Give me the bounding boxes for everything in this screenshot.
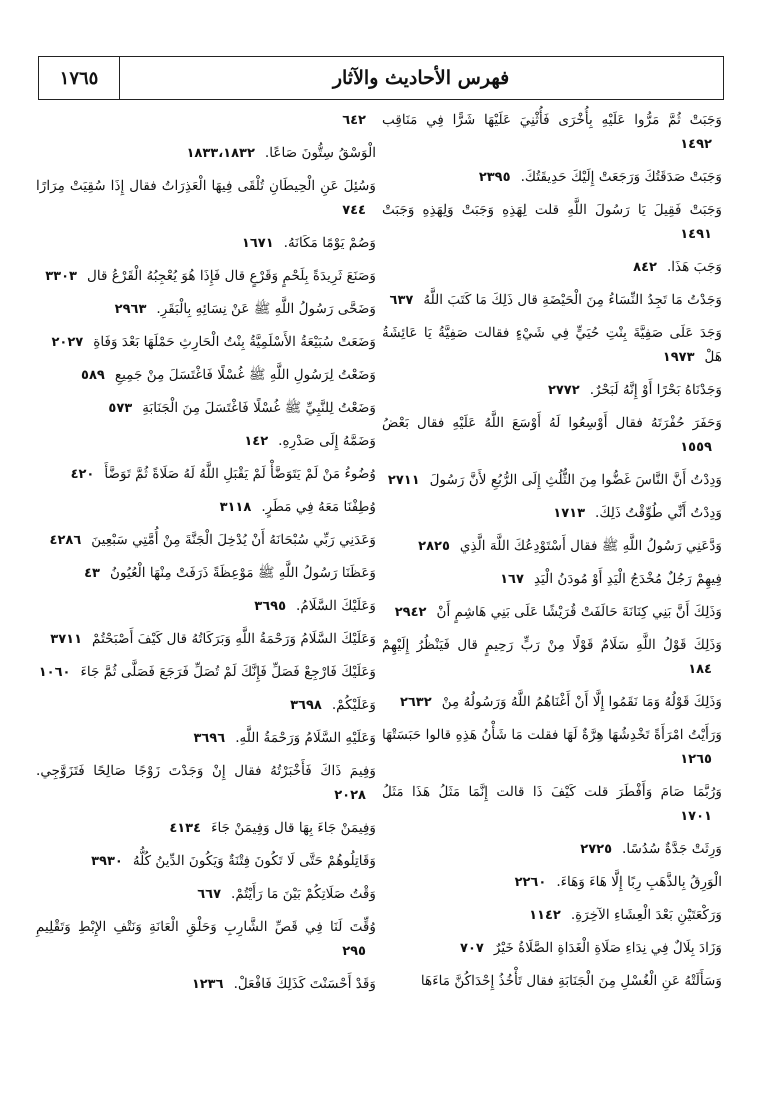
hadith-text: وَجَبَ هَذَا. — [666, 259, 722, 275]
hadith-text: وَجَبَتْ فَقِيلَ يَا رَسُولَ اللَّهِ قلت لِهَذِهِ وَجَبَتْ وَلِهَذِهِ وَجَبَتْ — [382, 202, 722, 218]
index-entry — [382, 108, 722, 157]
hadith-text: وَسُئِلَ عَنِ الْحِيطَانِ تُلْقَى فِيهَا الْعَذِرَاتُ فقال إِذَا سُقِيَتْ مِرَارًا — [36, 178, 376, 194]
hadith-number: ٤٣ — [84, 566, 100, 581]
index-entry — [36, 816, 376, 841]
hadith-text: وَضَعْتُ لِلنَّبِيِّ ﷺ غُسْلًا فَاغْتَسَلَ مِنَ الْجَنَابَةِ — [142, 400, 376, 416]
hadith-number: ٣٦٩٨ — [290, 698, 322, 713]
hadith-text: وُضُوءُ مَنْ لَمْ يَتَوَضَّأْ لَمْ يَقْبَلِ اللَّهُ لَهُ صَلَاةً ثُمَّ تَوَضَّأَ — [104, 466, 376, 482]
hadith-number: ٦٤٢ — [342, 113, 366, 128]
hadith-number: ٢٨٢٥ — [418, 539, 450, 554]
index-entry — [36, 429, 376, 454]
hadith-number: ٣١١٨ — [219, 500, 252, 515]
index-entry — [36, 462, 376, 487]
hadith-text: وَعَلَيْكُمْ. — [331, 697, 376, 713]
hadith-text: وَجَدَ عَلَى صَفِيَّةَ بِنْتِ حُيَيٍّ فِي شَيْءٍ فقالت صَفِيَّةُ يَا عَائِشَةُ هَلْ — [382, 325, 722, 365]
hadith-number: ٢٠٢٨ — [334, 788, 366, 803]
index-entry — [382, 468, 722, 493]
hadith-text: وَذَلِكَ قَوْلُ اللَّهِ سَلَامٌ قَوْلًا مِنْ رَبٍّ رَحِيمٍ قال فَيَنْظُرُ إِلَيْهِمْ — [382, 637, 722, 653]
index-entry — [36, 108, 376, 133]
index-entry — [36, 141, 376, 166]
index-entry — [382, 288, 722, 313]
hadith-number: ٦٦٧ — [197, 887, 222, 902]
index-entry — [382, 165, 722, 190]
hadith-number: ١٦٧ — [500, 572, 524, 587]
index-entry — [382, 567, 722, 592]
hadith-text: وَسَأَلَتْهُ عَنِ الْغُسْلِ مِنَ الْجَنَابَةِ فقال تَأْخُذُ إِحْدَاكُنَّ مَاءَهَا — [420, 973, 722, 989]
hadith-text: وَجَدْتُ مَا تَجِدُ النِّسَاءُ مِنَ الْحَيْضَةِ قال ذَلِكَ مَا كَتَبَ اللَّهُ — [423, 292, 722, 308]
index-entry — [382, 903, 722, 928]
hadith-number: ١٩٧٣ — [662, 350, 695, 365]
hadith-number: ١٤٢ — [244, 434, 269, 449]
hadith-number: ٢٧٧٢ — [547, 383, 580, 398]
index-entry — [36, 528, 376, 553]
index-entry — [36, 495, 376, 520]
hadith-text: وَجَبَتْ ثُمَّ مَرُّوا عَلَيْهِ بِأُخْرَى فَأُثْنِيَ عَلَيْهَا شَرًّا فِي مَنَاقِب — [382, 112, 722, 128]
index-entry — [382, 633, 722, 682]
hadith-number: ٢٩٤٢ — [394, 605, 427, 620]
hadith-text: وَرُبَّمَا صَامَ وَأَفْطَرَ قلت كَيْفَ ذَا قالت إِنَّمَا مَثَلُ هَذَا مَثَلُ — [382, 784, 722, 800]
index-entry — [382, 600, 722, 625]
hadith-number: ٢٠٢٧ — [51, 335, 84, 350]
hadith-text: وَقْتُ صَلَاتِكُمْ بَيْنَ مَا رَأَيْتُمْ. — [231, 886, 376, 902]
hadith-text: وَحَفَرَ حُفْرَتَهُ فقال أَوْسِعُوا لَهُ أَوْسَعَ اللَّهُ عَلَيْهِ فقال بَعْضُ — [382, 415, 722, 431]
index-entry — [36, 363, 376, 388]
hadith-text: وَقَدْ أَحْسَنْتَ كَذَلِكَ فَافْعَلْ. — [233, 976, 376, 992]
hadith-text: وَقَاتِلُوهُمْ حَتَّى لَا تَكُونَ فِتْنَةٌ وَيَكُونَ الدِّينُ كُلُّهُ — [132, 853, 376, 869]
right-column — [382, 108, 722, 1001]
hadith-number: ١٠٦٠ — [38, 665, 71, 680]
hadith-text: وَجَدْنَاهُ بَحْرًا أَوْ إِنَّهُ لَبَحْرٌ. — [589, 382, 722, 398]
hadith-number: ٨٤٢ — [633, 260, 657, 275]
hadith-number: ١٢٦٥ — [680, 752, 712, 767]
index-entry — [36, 972, 376, 997]
hadith-text: وَذَلِكَ قَوْلُهُ وَمَا نَقَمُوا إِلَّا أَنْ أَغْنَاهُمُ اللَّهُ وَرَسُولُهُ مِنْ — [441, 694, 722, 710]
index-entry — [36, 759, 376, 808]
hadith-text: وَضَحَّى رَسُولُ اللَّهِ ﷺ عَنْ نِسَائِهِ بِالْبَقَرِ. — [156, 301, 376, 317]
hadith-number: ٢٦٣٢ — [399, 695, 432, 710]
index-entry — [382, 969, 722, 993]
hadith-number: ٢٧١١ — [387, 473, 420, 488]
index-entry — [36, 627, 376, 652]
index-entry — [382, 690, 722, 715]
left-column — [36, 108, 376, 1005]
hadith-text: وَضَمَّهُ إِلَى صَدْرِهِ. — [278, 433, 376, 449]
hadith-number: ١٧٠١ — [680, 809, 712, 824]
hadith-text: وَزَادَ بِلَالٌ فِي نِدَاءِ صَلَاةِ الْغَدَاةِ الصَّلَاةُ خَيْرٌ — [493, 940, 722, 956]
hadith-text: وَعَلَيْكَ السَّلَامُ. — [296, 598, 376, 614]
index-entry — [36, 264, 376, 289]
hadith-text: وَدِدْتُ أَنِّي طُوِّقْتُ ذَلِكَ. — [595, 505, 722, 521]
index-entry — [36, 693, 376, 718]
hadith-text: وَفِيمَنْ جَاءَ بِهَا قال وَفِيمَنْ جَاءَ — [211, 820, 376, 836]
index-entry — [36, 594, 376, 619]
index-entry — [36, 561, 376, 586]
index-entry — [36, 297, 376, 322]
hadith-text: وَعَلَيْهِ السَّلَامُ وَرَحْمَةُ اللَّهِ. — [235, 730, 376, 746]
hadith-text: وَرَأَيْتُ امْرَأَةً تَخْدِشُهَا هِرَّةٌ لَهَا فقلت مَا شَأْنُ هَذِهِ قالوا حَبَسَتْهَا — [382, 727, 722, 743]
index-entry — [382, 534, 722, 559]
hadith-text: وَصُمْ يَوْمًا مَكَانَهُ. — [283, 235, 376, 251]
index-entry — [36, 396, 376, 421]
hadith-text: الْوَرِقُ بِالذَّهَبِ رِبًا إِلَّا هَاءَ وَهَاءَ. — [556, 874, 722, 890]
hadith-text: وَذَلِكَ أَنَّ بَنِي كِنَانَةَ حَالَفَتْ قُرَيْشًا عَلَى بَنِي هَاشِمٍ أَنْ — [436, 604, 722, 620]
hadith-number: ١٦٧١ — [241, 236, 274, 251]
hadith-number: ٦٣٧ — [389, 293, 414, 308]
hadith-number: ١٨٣٣،١٨٣٢ — [186, 146, 255, 161]
hadith-text: وَجَبَتْ صَدَقَتُكَ وَرَجَعَتْ إِلَيْكَ حَدِيقَتُكَ. — [520, 169, 722, 185]
hadith-number: ١٥٥٩ — [680, 440, 712, 455]
index-entry — [382, 411, 722, 460]
hadith-number: ٣٦٩٦ — [193, 731, 226, 746]
hadith-text: وَرِثَتْ جَدَّةٌ سُدُسًا. — [622, 841, 722, 857]
hadith-text: وَضَعَتْ سُبَيْعَةُ الأَسْلَمِيَّةُ بِنْتُ الْحَارِثِ حَمْلَهَا بَعْدَ وَفَاةِ — [93, 334, 376, 350]
hadith-number: ٥٧٣ — [108, 401, 133, 416]
hadith-text: وَعَظَنَا رَسُولُ اللَّهِ ﷺ مَوْعِظَةً ذَرَفَتْ مِنْهَا الْعُيُونُ — [110, 565, 376, 581]
hadith-text: وَدَّعَنِي رَسُولُ اللَّهِ ﷺ فقال أَسْتَوْدِعُكَ اللَّهَ الَّذِي — [459, 538, 722, 554]
hadith-text: الْوَسْقُ سِتُّونَ صَاعًا. — [264, 145, 376, 161]
index-entry — [382, 723, 722, 772]
index-entry — [36, 849, 376, 874]
hadith-number: ٣٩٣٠ — [91, 854, 123, 869]
hadith-number: ٢٣٩٥ — [478, 170, 511, 185]
index-entry — [36, 330, 376, 355]
index-entry — [382, 870, 722, 895]
page-title: فهرس الأحاديث والآثار — [332, 67, 510, 89]
index-entry — [382, 780, 722, 829]
hadith-number: ٤٢٠ — [70, 467, 95, 482]
hadith-text: فِيهِمْ رَجُلٌ مُخْدَجُ الْيَدِ أَوْ مُودَنُ الْيَدِ — [533, 571, 722, 587]
hadith-text: وَعَلَيْكَ السَّلَامُ وَرَحْمَةُ اللَّهِ وَبَرَكَاتُهُ قال كَيْفَ أَصْبَحْتُمْ — [92, 631, 376, 647]
hadith-text: وَفِيمَ ذَاكَ فَأَخْبَرْتُهُ فقال إِنْ وَجَدْتَ زَوْجًا صَالِحًا فَتَزَوَّجِي. — [36, 763, 376, 779]
hadith-text: وَضَعْتُ لِرَسُولِ اللَّهِ ﷺ غُسْلًا فَاغْتَسَلَ مِنْ جَمِيعِ — [114, 367, 376, 383]
index-entry — [36, 174, 376, 223]
hadith-number: ٣٣٠٣ — [45, 269, 77, 284]
hadith-number: ١٨٤ — [688, 662, 712, 677]
index-entry — [382, 936, 722, 961]
hadith-text: وَعَدَنِي رَبِّي سُبْحَانَهُ أَنْ يُدْخِلَ الْجَنَّةَ مِنْ أُمَّتِي سَبْعِينَ — [91, 532, 376, 548]
hadith-number: ١٢٣٦ — [191, 977, 224, 992]
hadith-number: ٣٧١١ — [50, 632, 83, 647]
hadith-number: ٢٩٥ — [342, 944, 366, 959]
hadith-number: ٢٢٦٠ — [514, 875, 547, 890]
index-entry — [382, 837, 722, 862]
index-entry — [36, 882, 376, 907]
hadith-text: وَرَكْعَتَيْنِ بَعْدَ الْعِشَاءِ الآخِرَةِ. — [570, 907, 722, 923]
index-entry — [382, 378, 722, 403]
hadith-number: ٧٠٧ — [460, 941, 484, 956]
hadith-number: ٤٢٨٦ — [49, 533, 82, 548]
hadith-number: ١٤٩١ — [680, 227, 712, 242]
index-entry — [36, 915, 376, 964]
hadith-number: ٥٨٩ — [81, 368, 105, 383]
hadith-number: ٢٧٢٥ — [580, 842, 613, 857]
index-entry — [382, 321, 722, 370]
hadith-text: وَدِدْتُ أَنَّ النَّاسَ غَضُّوا مِنَ الثُّلُثِ إِلَى الرُّبُعِ لأَنَّ رَسُولَ — [429, 472, 722, 488]
index-entry — [36, 726, 376, 751]
hadith-text: وَعَلَيْكَ فَارْجِعْ فَصَلِّ فَإِنَّكَ لَمْ تُصَلِّ فَرَجَعَ فَصَلَّى ثُمَّ جَاءَ — [80, 664, 376, 680]
hadith-number: ٣٦٩٥ — [254, 599, 287, 614]
page-header — [38, 56, 724, 100]
page-number: ١٧٦٥ — [39, 57, 120, 99]
hadith-number: ٤١٣٤ — [169, 821, 202, 836]
hadith-number: ١٧١٣ — [553, 506, 586, 521]
index-entry — [382, 255, 722, 280]
hadith-number: ١١٤٢ — [529, 908, 561, 923]
index-entry — [382, 501, 722, 526]
index-entry — [382, 198, 722, 247]
index-entry — [36, 660, 376, 685]
hadith-text: وُقِّتَ لَنَا فِي قَصِّ الشَّارِبِ وَحَلْقِ الْعَانَةِ وَنَتْفِ الإِبْطِ وَتَقْلِيمِ — [36, 919, 376, 935]
hadith-text: وَصَنَعَ ثَرِيدَةً بِلَحْمٍ وَقَرْعٍ قال فَإِذَا هُوَ يُعْجِبُهُ الْقَرْعُ قال — [86, 268, 376, 284]
hadith-number: ١٤٩٢ — [680, 137, 712, 152]
index-entry — [36, 231, 376, 256]
hadith-text: وُطِفْنَا مَعَهُ فِي مَطَرٍ. — [261, 499, 376, 515]
hadith-number: ٢٩٦٣ — [114, 302, 147, 317]
hadith-number: ٧٤٤ — [342, 203, 366, 218]
